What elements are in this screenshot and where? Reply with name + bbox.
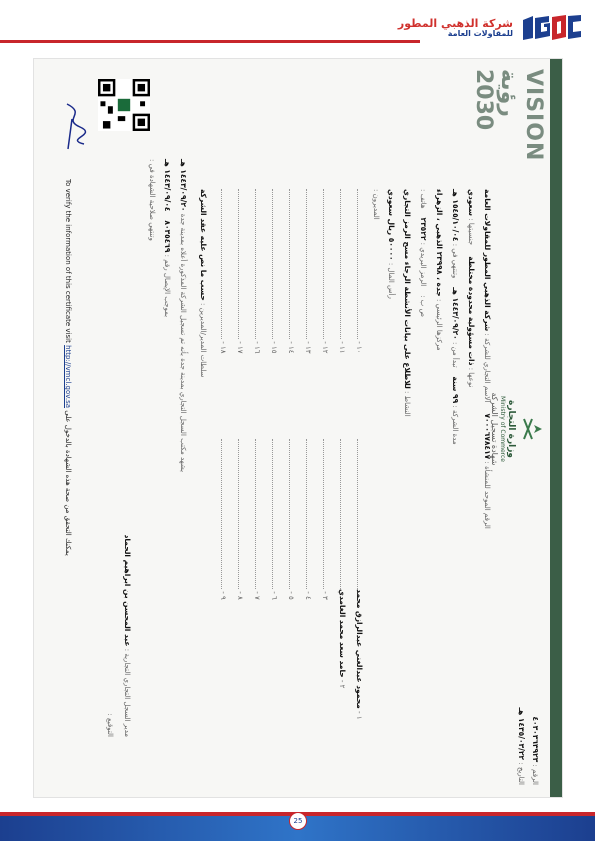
manager-row: ٢ - حامد سعد محمد الغامدي <box>338 439 347 688</box>
manager-number: ٣ <box>321 595 329 600</box>
postal-value: ٢٣٥٢٢ <box>419 217 428 241</box>
manager-dotted-line <box>289 189 290 339</box>
header-accent-line <box>0 40 420 43</box>
certificate-number-row: الرقم : ٤٠٣٠٣٦٣٩٢٣ <box>531 716 540 785</box>
ministry-name-ar: وزارة التجارة <box>506 400 516 458</box>
manager-dotted-line <box>272 439 273 589</box>
logo-text <box>398 18 513 39</box>
manager-number: ١٧ <box>236 345 244 354</box>
certificate-top-bar <box>550 59 562 797</box>
vision-2030-logo <box>471 69 546 179</box>
duration-value: ٩٩ سنة <box>451 376 460 404</box>
manager-number: ١٥ <box>270 345 278 354</box>
manager-row: ١٣ - <box>304 189 313 354</box>
manager-dotted-line <box>323 439 324 589</box>
manager-dotted-line <box>357 189 358 339</box>
saudi-emblem-icon <box>520 415 544 443</box>
manager-row: ٤ - <box>304 439 313 600</box>
manager-number: ١٢ <box>321 345 329 354</box>
type-label: نوعها <box>467 372 475 388</box>
capital-value: ٥٠٠٠٠ ريال سعودي <box>387 189 396 261</box>
manager-label: مدير السجل التجاري التجارية <box>123 653 131 737</box>
logo-company-name: شركة الذهبي المطور <box>397 16 513 30</box>
manager-number: ١ <box>355 715 363 720</box>
activity-value: للاطلاع على بيانات الأنشطة الرجاء مسح الرمز التجاري <box>403 189 412 389</box>
page-number: 25 <box>289 812 307 830</box>
verify-url[interactable]: http://vmcl.gov.sa <box>64 345 72 409</box>
manager-number: ١٤ <box>287 345 295 354</box>
manager-row: ١٤ - <box>287 189 296 354</box>
manager-number: ٩ <box>219 595 227 600</box>
page-header <box>0 0 595 50</box>
manager-row: ١ - محمود عبدالغني عبدالرازق محمد <box>355 439 364 720</box>
authority-row: سلطات المدير/المديرين : حسب ما نص عليه عقد الشركة <box>199 189 208 378</box>
registry-line: يشهد مكتب السجل التجاري بمدينة جدة بأنه تم تسجيل الشركة المذكورة أعلاه بمدينة جدة <box>179 213 187 473</box>
manager-name: عبد المحسن بن ابراهيم الحماد <box>123 534 132 647</box>
registry-num-label: بموجب الإيصال رقم <box>163 259 171 318</box>
company-type-row: نوعها : ذات مسؤولية محدودة مختلطة جنسيتها : سعودي <box>467 189 476 388</box>
company-logo <box>398 6 583 50</box>
headquarters-row: مركزها الرئيسي : جدة ، ٢٣٩٩٨ الذهبي ، الزهراء <box>435 189 444 351</box>
verify-ar: يمكنك التحقق من صحة هذه الشهادة بالدخول على <box>64 410 72 556</box>
manager-row: ١٠ - <box>355 189 364 354</box>
qr-code-icon <box>98 79 150 131</box>
verify-row <box>64 179 72 556</box>
manager-dotted-line <box>221 189 222 339</box>
hq-value: جدة ، ٢٣٩٩٨ الذهبي ، الزهراء <box>435 189 444 297</box>
manager-number: ١٦ <box>253 345 261 354</box>
commercial-registration-certificate <box>34 59 562 797</box>
manager-dotted-line <box>221 439 222 589</box>
manager-number: ١٠ <box>355 345 363 354</box>
manager-number: ٧ <box>253 595 261 600</box>
manager-dotted-line <box>255 189 256 339</box>
certificate-scan <box>33 58 563 798</box>
duration-row: مدة الشركة : ٩٩ سنة تبدأ من : ١٤٤٣/٠٩/٢٠ هـ وتنتهي في : ١٥٤٥/١٠/٠٤ هـ <box>451 189 460 445</box>
date-label: التاريخ <box>517 766 525 785</box>
number-value: ٤٠٣٠٣٦٣٩٢٣ <box>531 716 540 763</box>
manager-dotted-line <box>272 189 273 339</box>
manager-row: ٣ - <box>321 439 330 600</box>
gdc-logo-mark-icon <box>519 14 583 42</box>
vision-logo-text: VISION رؤية 2030 <box>471 69 546 162</box>
manager-number: ١٣ <box>304 345 312 354</box>
start-label: تبدأ من <box>451 346 459 368</box>
trade-name-value: شركة الذهبي المطور للمقاولات العامة <box>483 189 492 332</box>
rotated-certificate-frame <box>34 59 562 797</box>
activity-row: النشاط : للاطلاع على بيانات الأنشطة الرجاء مسح الرمز التجاري <box>403 189 412 417</box>
registry-date2: ١٤٤٣/٠٩/٠٤ هـ <box>163 159 172 212</box>
nationality-value: سعودي <box>467 189 476 217</box>
manager-row: ٩ - <box>219 439 228 600</box>
manager-number: ٨ <box>236 595 244 600</box>
manager-dotted-line <box>306 439 307 589</box>
certificate-date-row: التاريخ : ١٤٣٥/٠٣/٢٢ هـ <box>517 707 526 785</box>
hq-label: مركزها الرئيسي <box>435 303 443 351</box>
capital-label: رأس المال <box>387 267 395 299</box>
manager-dotted-line <box>306 189 307 339</box>
manager-number: ١١ <box>338 345 346 354</box>
registry-statement-row <box>179 159 188 472</box>
manager-name: حامد سعد محمد الغامدي <box>338 589 347 678</box>
manager-dotted-line <box>255 439 256 589</box>
manager-row: ١٦ - <box>253 189 262 354</box>
nationality-label: جنسيتها <box>467 222 475 246</box>
manager-row: ١٨ - <box>219 189 228 354</box>
authority-label: سلطات المدير/المديرين <box>199 307 207 378</box>
logo-company-subtitle: للمقاولات العامة <box>447 28 513 38</box>
manager-dotted-line <box>238 189 239 339</box>
managers-heading-row: المديرون : <box>372 189 380 220</box>
validity-label: وتنتهي صلاحية الشهادة في <box>148 163 156 241</box>
signature-row: التوقيع : <box>106 713 114 737</box>
manager-dotted-line <box>357 439 358 589</box>
type-value: ذات مسؤولية محدودة مختلطة <box>467 256 476 366</box>
registry-num: ٨٠٣٥٤٦٩ <box>163 220 172 253</box>
ministry-header <box>490 359 544 499</box>
activity-label: النشاط <box>403 395 411 417</box>
manager-dotted-line <box>238 439 239 589</box>
manager-dotted-line <box>323 189 324 339</box>
verify-en: To verify the information of this certificate visit <box>64 179 72 343</box>
manager-dotted-line <box>340 189 341 339</box>
manager-number: ٤ <box>304 595 312 600</box>
duration-label: مدة الشركة <box>451 410 459 445</box>
validity-row: وتنتهي صلاحية الشهادة في : <box>148 159 156 241</box>
registry-date: ١٤٤٣/٠٩/٢٠ هـ <box>179 159 188 212</box>
signature-label: التوقيع <box>106 718 114 737</box>
start-value: ١٤٤٣/٠٩/٢٠ هـ <box>451 287 460 340</box>
manager-name: محمود عبدالغني عبدالرازق محمد <box>355 589 364 709</box>
manager-row: ٧ - <box>253 439 262 600</box>
trade-name-label: الاسم التجاري للشركة <box>483 338 491 403</box>
manager-number: ٦ <box>270 595 278 600</box>
manager-row: ٨ - <box>236 439 245 600</box>
manager-row: ١١ - <box>338 189 347 354</box>
unified-number-value: ٧٠٠٠٦٧٨٤١٧ <box>483 413 492 460</box>
unified-number-label: الرقم الموحد للمنشأة <box>483 466 491 529</box>
registry-receipt-row: بموجب الإيصال رقم : ٨٠٣٥٤٦٩ ١٤٤٣/٠٩/٠٤ هـ <box>163 159 172 318</box>
manager-row: ١٧ - <box>236 189 245 354</box>
manager-row: ١٢ - <box>321 189 330 354</box>
end-label: وتنتهي في <box>451 248 459 279</box>
certificate-title: شهادة تسجيل الشركة <box>490 392 499 466</box>
manager-number: ١٨ <box>219 345 227 354</box>
end-value: ١٥٤٥/١٠/٠٤ هـ <box>451 189 460 242</box>
authority-value: حسب ما نص عليه عقد الشركة <box>199 189 208 301</box>
manager-row: ١٥ - <box>270 189 279 354</box>
postal-label: الرمز البريدي <box>419 247 427 287</box>
registry-manager-row: مدير السجل التجاري التجارية : عبد المحسن بن ابراهيم الحماد <box>123 534 132 737</box>
number-label: الرقم <box>531 769 539 785</box>
pobox-label: ص ب <box>419 299 427 317</box>
manager-row: ٦ - <box>270 439 279 600</box>
managers-label: المديرون <box>372 193 380 220</box>
manager-dotted-line <box>340 439 341 589</box>
manager-row: ٥ - <box>287 439 296 600</box>
handwritten-signature <box>58 99 92 159</box>
manager-dotted-line <box>289 439 290 589</box>
ministry-name-en: Ministry of Commerce <box>499 396 506 462</box>
date-value: ١٤٣٥/٠٣/٢٢ هـ <box>517 707 526 761</box>
capital-row: رأس المال : ٥٠٠٠٠ ريال سعودي <box>387 189 396 299</box>
unified-number-row: الرقم الموحد للمنشأة : ٧٠٠٠٦٧٨٤١٧ الاسم التجاري للشركة : شركة الذهبي المطور للمقاولات العامة <box>483 189 492 529</box>
postal-row: ص ب : الرمز البريدي : ٢٣٥٢٢ هاتف : <box>419 189 428 317</box>
phone-label: هاتف <box>419 193 427 209</box>
manager-number: ٢ <box>338 684 346 689</box>
manager-number: ٥ <box>287 595 295 600</box>
